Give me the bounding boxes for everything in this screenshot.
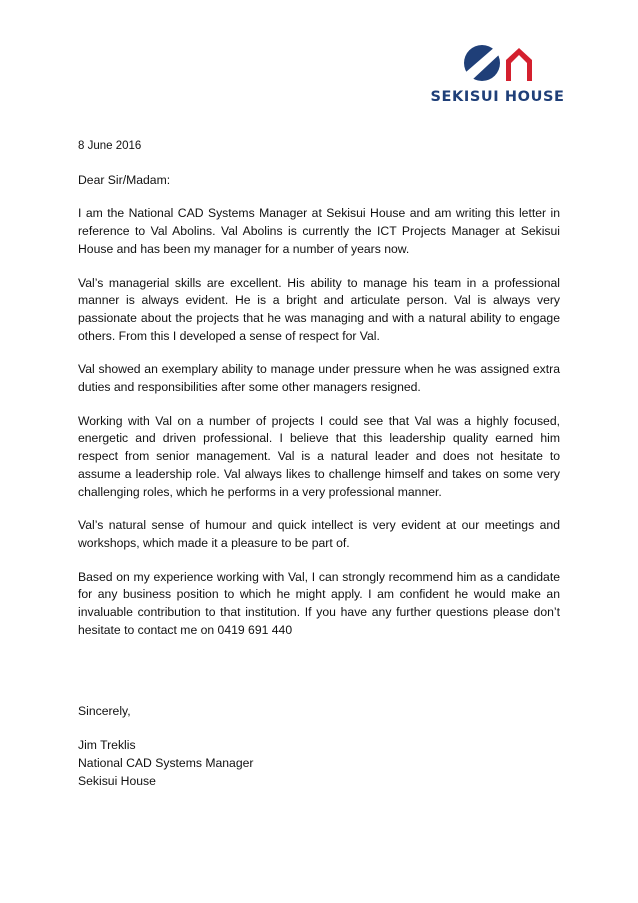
letter-salutation: Dear Sir/Madam: (78, 172, 171, 187)
letter-body (78, 138, 560, 790)
letter-closing: Sincerely, (78, 704, 131, 719)
company-logo (430, 42, 565, 112)
letter-paragraph: Working with Val on a number of projects I could see that Val was a highly focused, energetic and driven professional. I believe that this leadership quality earned him respect from senior management. Val is a natural leader and does not hesitate to assume a leadership role. Val always likes to challenge himself and takes on some very challenging roles, which he performs in a very professional manner. (78, 413, 560, 499)
letter-paragraph: I am the National CAD Systems Manager at Sekisui House and am writing this letter in reference to Val Abolins. Val Abolins is currently the ICT Projects Manager at Sekisui House and has been my manager for a number of years now. (78, 206, 560, 256)
letter-paragraph: Val showed an exemplary ability to manage under pressure when he was assigned extra duties and responsibilities after some other managers resigned. (78, 362, 560, 395)
letter-paragraph: Val’s managerial skills are excellent. His ability to manage his team in a professional manner is always evident. He is a bright and articulate person. Val is always very passionate about the projects that he was managing and with a natural ability to engage others. From this I developed a sense of respect for Val. (78, 275, 560, 343)
signer-company: Sekisui House (78, 773, 156, 788)
signature-block (78, 737, 560, 790)
letter-paragraph: Based on my experience working with Val, I can strongly recommend him as a candidate for any business position to which he might apply. I am confident he would make an invaluable contribution to that institution. If you have any further questions please don’t hesitate to contact me on 0419 691 440 (78, 569, 560, 637)
signer-name: Jim Treklis (78, 738, 136, 753)
letter-paragraph: Val’s natural sense of humour and quick intellect is very evident at our meetings and workshops, which made it a pleasure to be part of. (78, 518, 560, 550)
signer-title: National CAD Systems Manager (78, 755, 254, 770)
letter-date: 8 June 2016 (78, 140, 142, 152)
logo-wordmark: SEKISUI HOUSE (430, 89, 565, 105)
sekisui-house-logo-icon (462, 42, 532, 84)
